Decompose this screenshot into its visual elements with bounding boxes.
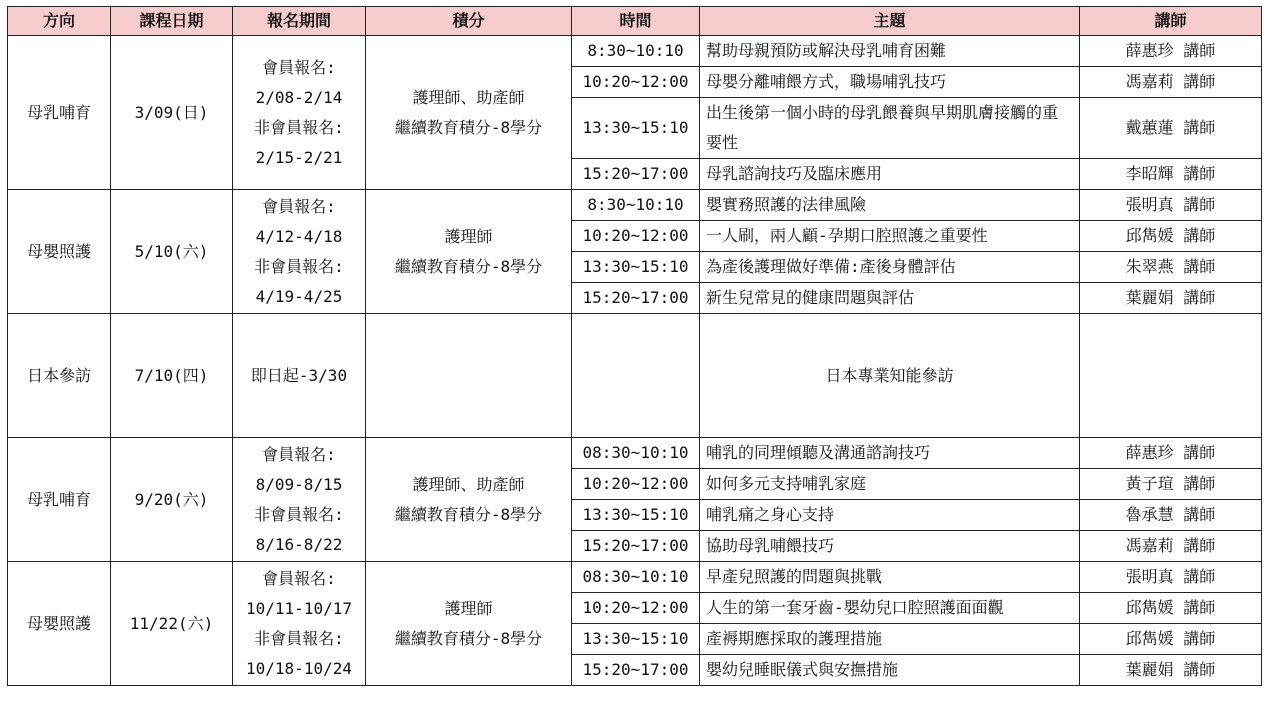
teacher-cell: 邱雋媛 講師: [1080, 593, 1262, 624]
teacher-cell: 邱雋媛 講師: [1080, 624, 1262, 655]
table-row: [8, 36, 1262, 67]
direction-cell: 母嬰照護: [8, 190, 111, 314]
table-row: [8, 438, 1262, 469]
nonmember-reg-dates: 10/18-10/24: [246, 658, 352, 678]
nonmember-reg-label: 非會員報名:: [254, 256, 344, 276]
registration-cell: [233, 36, 366, 190]
credit-points: 繼續教育積分-8學分: [394, 117, 543, 137]
topic-cell: 早產兒照護的問題與挑戰: [700, 562, 1080, 593]
registration-cell: 即日起-3/30: [233, 314, 366, 438]
teacher-cell: 黃子瑄 講師: [1080, 469, 1262, 500]
teacher-cell: 馮嘉莉 講師: [1080, 67, 1262, 98]
member-reg-label: 會員報名:: [262, 57, 336, 77]
credit-audience: 護理師: [444, 598, 493, 618]
topic-cell: 哺乳的同理傾聽及溝通諮詢技巧: [700, 438, 1080, 469]
topic-cell: 母乳諮詢技巧及臨床應用: [700, 159, 1080, 190]
teacher-cell: 葉麗娟 講師: [1080, 655, 1262, 686]
nonmember-reg-dates: 2/15-2/21: [255, 147, 343, 167]
date-cell: 5/10(六): [111, 190, 233, 314]
member-reg-dates: 10/11-10/17: [246, 598, 352, 618]
teacher-cell: 薛惠珍 講師: [1080, 438, 1262, 469]
credits-cell: [366, 314, 572, 438]
credit-audience: 護理師、助產師: [412, 87, 525, 107]
topic-cell: 日本專業知能參訪: [700, 314, 1080, 438]
teacher-cell: 張明真 講師: [1080, 562, 1262, 593]
time-cell: 13:30~15:10: [572, 252, 700, 283]
topic-cell: 一人刷，兩人顧-孕期口腔照護之重要性: [700, 221, 1080, 252]
time-cell: 13:30~15:10: [572, 500, 700, 531]
topic-cell: 幫助母親預防或解決母乳哺育困難: [700, 36, 1080, 67]
time-cell: 08:30~10:10: [572, 438, 700, 469]
table-row: [8, 190, 1262, 221]
topic-cell: 為產後護理做好準備:產後身體評估: [700, 252, 1080, 283]
time-cell: 8:30~10:10: [572, 190, 700, 221]
time-cell: 13:30~15:10: [572, 98, 700, 159]
direction-cell: 母嬰照護: [8, 562, 111, 686]
registration-cell: [233, 190, 366, 314]
time-cell: 15:20~17:00: [572, 283, 700, 314]
time-cell: 10:20~12:00: [572, 469, 700, 500]
time-cell: 15:20~17:00: [572, 159, 700, 190]
date-cell: 7/10(四): [111, 314, 233, 438]
header-credits: 積分: [366, 7, 572, 36]
credit-points: 繼續教育積分-8學分: [394, 504, 543, 524]
nonmember-reg-dates: 8/16-8/22: [255, 534, 343, 554]
topic-cell: 嬰幼兒睡眠儀式與安撫措施: [700, 655, 1080, 686]
registration-cell: [233, 562, 366, 686]
nonmember-reg-label: 非會員報名:: [254, 504, 344, 524]
topic-cell: 產褥期應採取的護理措施: [700, 624, 1080, 655]
teacher-cell: [1080, 314, 1262, 438]
topic-cell: 新生兒常見的健康問題與評估: [700, 283, 1080, 314]
date-cell: 9/20(六): [111, 438, 233, 562]
time-cell: 10:20~12:00: [572, 221, 700, 252]
teacher-cell: 魯承慧 講師: [1080, 500, 1262, 531]
header-row: [8, 7, 1262, 36]
credits-cell: [366, 190, 572, 314]
member-reg-label: 會員報名:: [262, 568, 336, 588]
time-cell: 08:30~10:10: [572, 562, 700, 593]
time-cell: 13:30~15:10: [572, 624, 700, 655]
date-cell: 3/09(日): [111, 36, 233, 190]
direction-cell: 日本參訪: [8, 314, 111, 438]
credit-points: 繼續教育積分-8學分: [394, 628, 543, 648]
topic-cell: 哺乳痛之身心支持: [700, 500, 1080, 531]
header-date: 課程日期: [111, 7, 233, 36]
table-row: [8, 314, 1262, 438]
nonmember-reg-label: 非會員報名:: [254, 628, 344, 648]
credits-cell: [366, 562, 572, 686]
member-reg-label: 會員報名:: [262, 444, 336, 464]
teacher-cell: 邱雋媛 講師: [1080, 221, 1262, 252]
direction-cell: 母乳哺育: [8, 36, 111, 190]
teacher-cell: 馮嘉莉 講師: [1080, 531, 1262, 562]
topic-cell: 出生後第一個小時的母乳餵養與早期肌膚接觸的重要性: [700, 98, 1080, 159]
teacher-cell: 張明真 講師: [1080, 190, 1262, 221]
header-time: 時間: [572, 7, 700, 36]
teacher-cell: 戴蕙蓮 講師: [1080, 98, 1262, 159]
credit-audience: 護理師: [444, 226, 493, 246]
table-row: [8, 562, 1262, 593]
topic-cell: 如何多元支持哺乳家庭: [700, 469, 1080, 500]
direction-cell: 母乳哺育: [8, 438, 111, 562]
date-cell: 11/22(六): [111, 562, 233, 686]
teacher-cell: 薛惠珍 講師: [1080, 36, 1262, 67]
member-reg-dates: 2/08-2/14: [255, 87, 343, 107]
teacher-cell: 葉麗娟 講師: [1080, 283, 1262, 314]
registration-cell: [233, 438, 366, 562]
time-cell: [572, 314, 700, 438]
time-cell: 10:20~12:00: [572, 67, 700, 98]
topic-cell: 母嬰分離哺餵方式，職場哺乳技巧: [700, 67, 1080, 98]
time-cell: 8:30~10:10: [572, 36, 700, 67]
teacher-cell: 李昭輝 講師: [1080, 159, 1262, 190]
header-direction: 方向: [8, 7, 111, 36]
nonmember-reg-dates: 4/19-4/25: [255, 286, 343, 306]
credit-points: 繼續教育積分-8學分: [394, 256, 543, 276]
time-cell: 15:20~17:00: [572, 655, 700, 686]
credit-audience: 護理師、助產師: [412, 474, 525, 494]
member-reg-dates: 4/12-4/18: [255, 226, 343, 246]
teacher-cell: 朱翠燕 講師: [1080, 252, 1262, 283]
topic-cell: 嬰實務照護的法律風險: [700, 190, 1080, 221]
topic-cell: 協助母乳哺餵技巧: [700, 531, 1080, 562]
member-reg-label: 會員報名:: [262, 196, 336, 216]
time-cell: 10:20~12:00: [572, 593, 700, 624]
course-schedule-table: [7, 6, 1262, 686]
topic-cell: 人生的第一套牙齒-嬰幼兒口腔照護面面觀: [700, 593, 1080, 624]
credits-cell: [366, 36, 572, 190]
nonmember-reg-label: 非會員報名:: [254, 117, 344, 137]
header-teacher: 講師: [1080, 7, 1262, 36]
member-reg-dates: 8/09-8/15: [255, 474, 343, 494]
header-topic: 主題: [700, 7, 1080, 36]
time-cell: 15:20~17:00: [572, 531, 700, 562]
header-registration: 報名期間: [233, 7, 366, 36]
credits-cell: [366, 438, 572, 562]
